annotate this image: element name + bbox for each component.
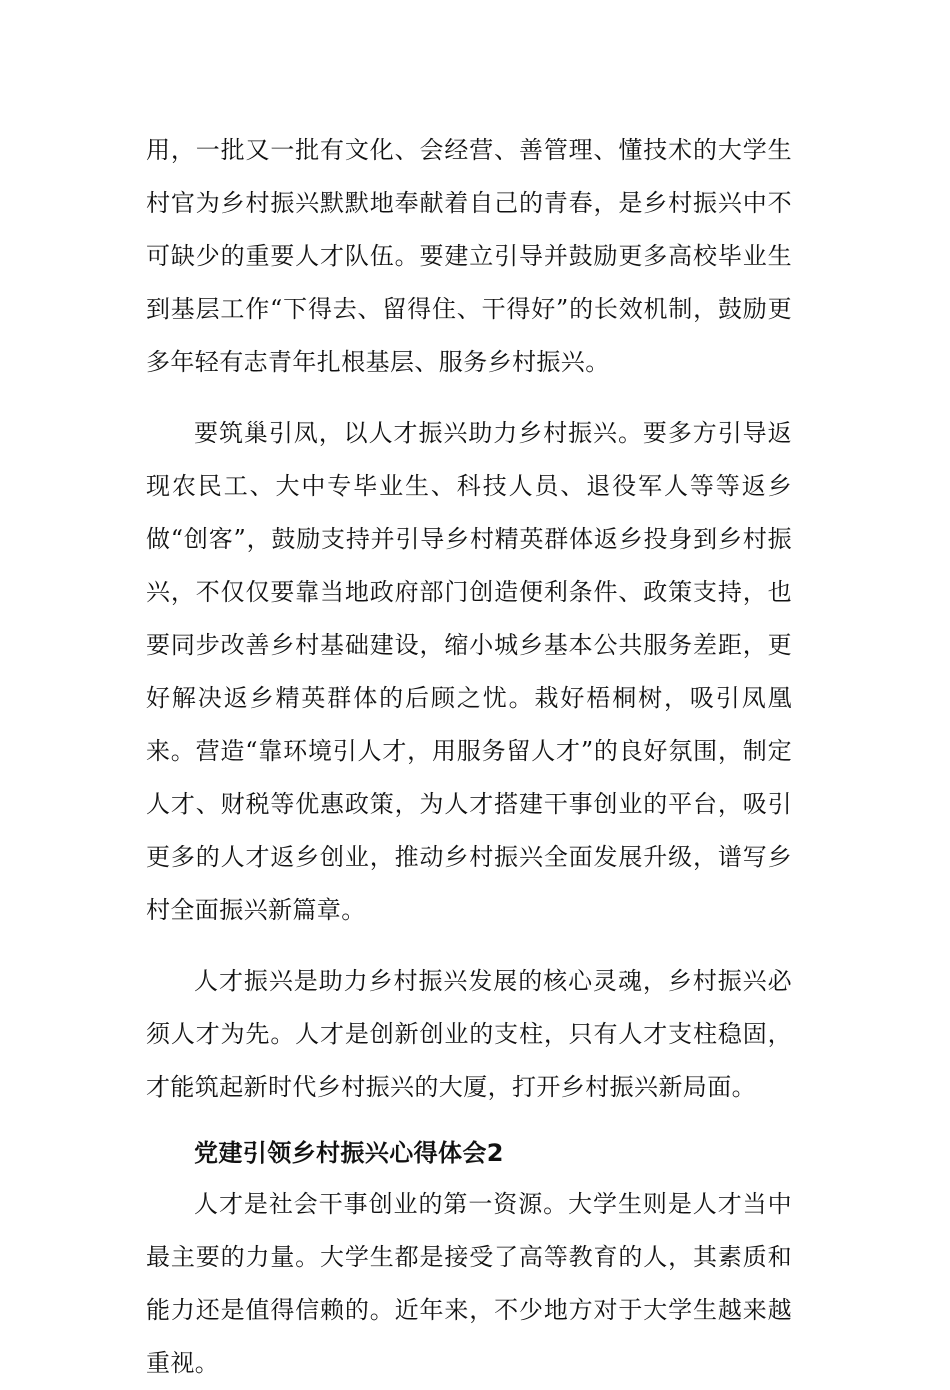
paragraph-continuation: 用，一批又一批有文化、会经营、善管理、懂技术的大学生村官为乡村振兴默默地奉献着自己的青春，是乡村振兴中不可缺少的重要人才队伍。要建立引导并鼓励更多高校毕业生到基层工作“下得去、留得住、干得好”的长效机制，鼓励更多年轻有志青年扎根基层、服务乡村振兴。: [146, 136, 792, 376]
paragraph-talent-attraction: 要筑巢引凤，以人才振兴助力乡村振兴。要多方引导返现农民工、大中专毕业生、科技人员、退役军人等等返乡做“创客”，鼓励支持并引导乡村精英群体返乡投身到乡村振兴，不仅仅要靠当地政府部门创造便利条件、政策支持，也要同步改善乡村基础建设，缩小城乡基本公共服务差距，更好解决返乡精英群体的后顾之忧。栽好梧桐树，吸引凤凰来。营造“靠环境引人才，用服务留人才”的良好氛围，制定人才、财税等优惠政策，为人才搭建干事创业的平台，吸引更多的人才返乡创业，推动乡村振兴全面发展升级，谱写乡村全面振兴新篇章。: [146, 419, 792, 924]
paragraph-students: 人才是社会干事创业的第一资源。大学生则是人才当中最主要的力量。大学生都是接受了高等教育的人，其素质和能力还是值得信赖的。近年来，不少地方对于大学生越来越重视。: [146, 1190, 792, 1377]
document-body: [146, 124, 792, 1390]
section-heading: 党建引领乡村振兴心得体会2: [194, 1139, 504, 1167]
paragraph-talent-core: 人才振兴是助力乡村振兴发展的核心灵魂，乡村振兴必须人才为先。人才是创新创业的支柱，只有人才支柱稳固，才能筑起新时代乡村振兴的大厦，打开乡村振兴新局面。: [146, 967, 792, 1101]
